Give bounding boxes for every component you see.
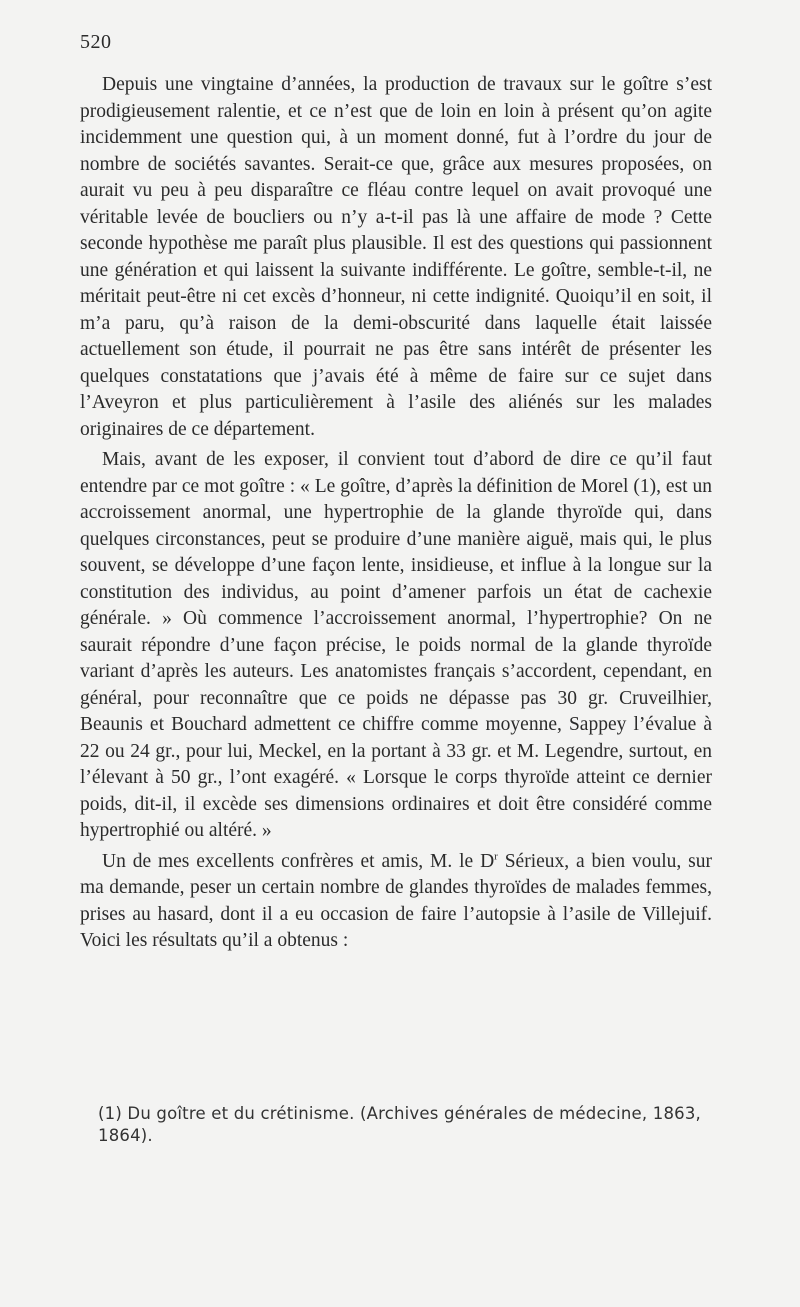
paragraph-3 <box>80 849 712 955</box>
body-text <box>80 72 712 959</box>
paragraph-2: Mais, avant de les exposer, il convient tout d’abord de dire ce qu’il faut entendre par ce mot goître : « Le goître, d’après la définition de Morel (1), est un accroissement anormal, une hypertrophie de la glande thyroïde qui, dans quelques circonstances, peut se produire d’une manière aiguë, mais qui, le plus souvent, se développe d’une façon lente, insidieuse, et influe à la longue sur la constitution des individus, au point d’amener parfois un état de cachexie générale. » Où commence l’accroissement anormal, l’hypertrophie? On ne saurait répondre d’une façon précise, le poids normal de la glande thyroïde variant d’après les auteurs. Les anatomistes français s’accordent, cependant, en général, pour reconnaître que ce poids ne dépasse pas 30 gr. Cruveilhier, Beaunis et Bouchard admettent ce chiffre comme moyenne, Sappey l’évalue à 22 ou 24 gr., pour lui, Meckel, en la portant à 33 gr. et M. Legendre, surtout, en l’élevant à 50 gr., l’ont exagéré. « Lorsque le corps thyroïde atteint ce dernier poids, dit-il, il excède ses dimensions ordinaires et doit être considéré comme hypertrophié ou altéré. » <box>80 449 712 841</box>
footnote: (1) Du goître et du crétinisme. (Archives générales de médecine, 1863, 1864). <box>98 1104 701 1145</box>
paragraph-3-after: Sérieux, a bien voulu, sur ma demande, peser un certain nombre de glandes thyroïdes de malades femmes, prises au hasard, dont il a eu occasion de faire l’autopsie à l’asile de Villejuif. Voici les résultats qu’il a obtenus : <box>80 850 712 951</box>
page-number: 520 <box>80 31 112 53</box>
doctor-abbrev-sup: r <box>494 850 498 862</box>
paragraph-1: Depuis une vingtaine d’années, la production de travaux sur le goître s’est prodigieusement ralentie, et ce n’est que de loin en loin à présent qu’on agite incidemment une question qui, à un moment donné, fut à l’ordre du jour de nombre de sociétés savantes. Serait-ce que, grâce aux mesures proposées, on aurait vu peu à peu disparaître ce fléau contre lequel on avait provoqué une véritable levée de boucliers ou n’y a-t-il pas là une affaire de mode ? Cette seconde hypothèse me paraît plus plausible. Il est des questions qui passionnent une génération et qui laissent la suivante indifférente. Le goître, semble-t-il, ne méritait peut-être ni cet excès d’honneur, ni cette indignité. Quoiqu’il en soit, il m’a paru, qu’à raison de la demi-obscurité dans laquelle était laissée actuellement son étude, il pourrait ne pas être sans intérêt de présenter les quelques constatations que j’avais été à même de faire sur ce sujet dans l’Aveyron et plus particulièrement à l’asile des aliénés sur les malades originaires de ce département. <box>80 74 712 440</box>
paragraph-3-before: Un de mes excellents confrères et amis, M. le D <box>102 850 495 872</box>
